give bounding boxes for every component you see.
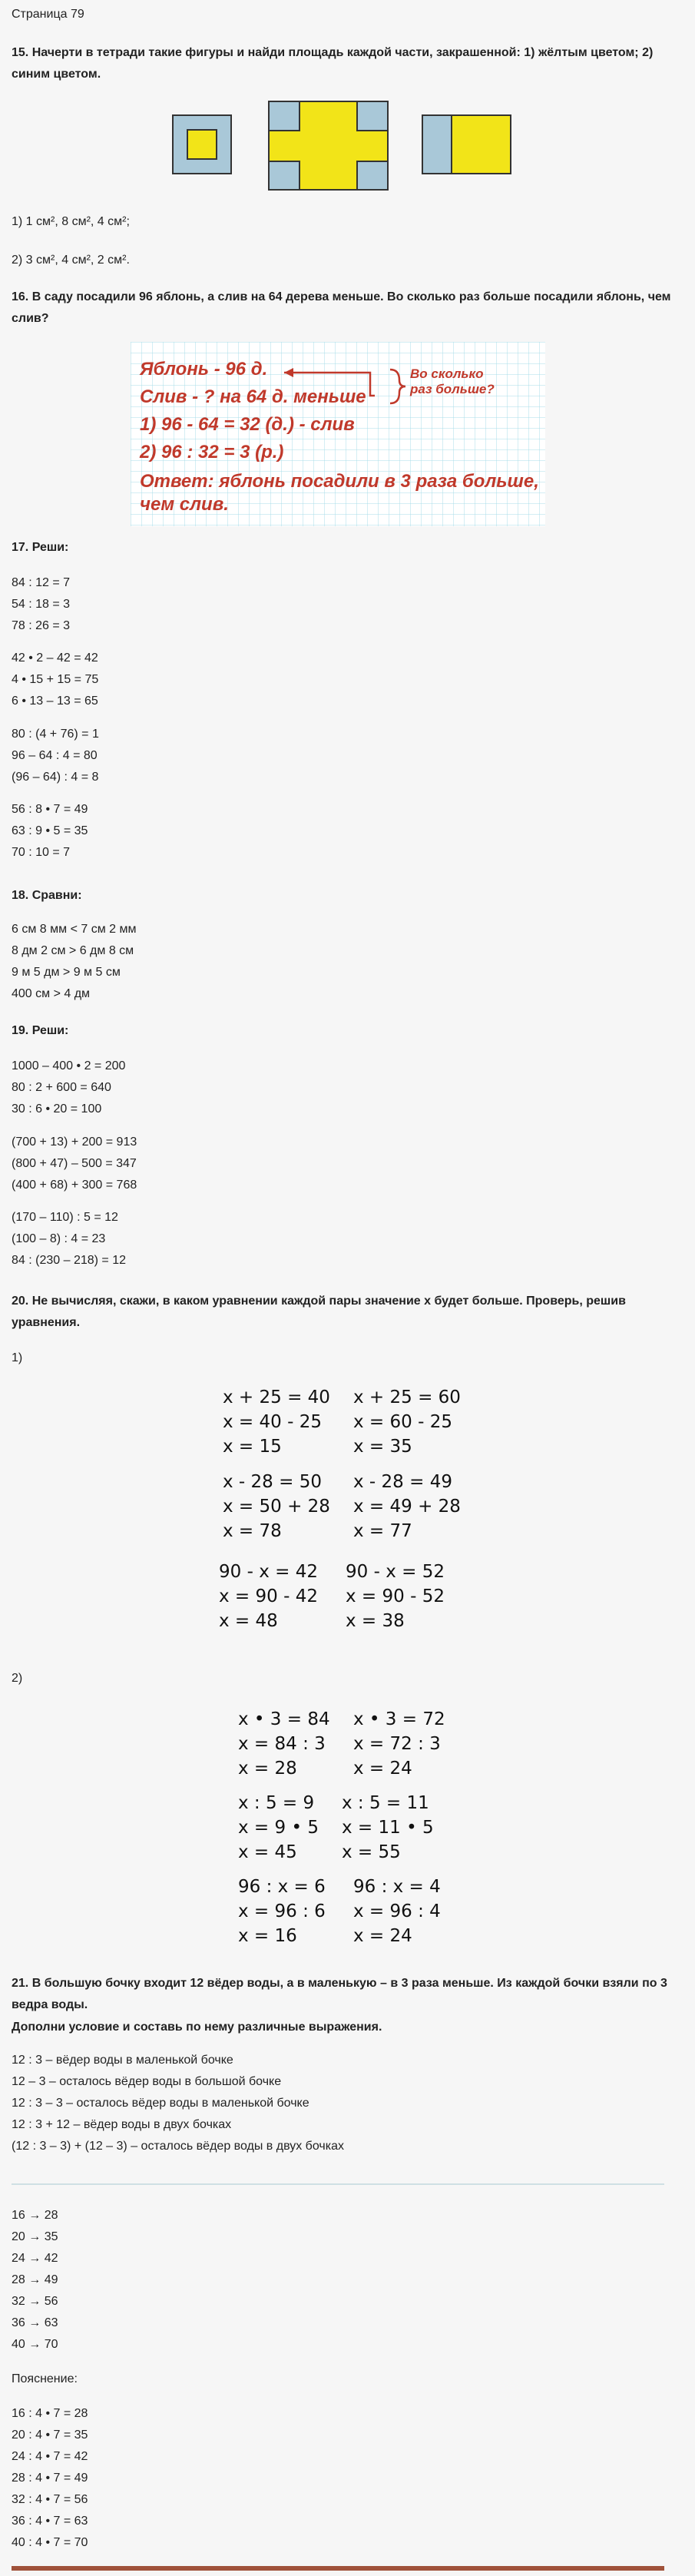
task-15-answer-1: 1) 1 см², 8 см², 4 см²; xyxy=(12,215,130,228)
explanation-line: 28 : 4 • 7 = 49 xyxy=(12,2472,88,2485)
equation-line: x = 45 xyxy=(238,1842,297,1862)
calc-line: 78 : 26 = 3 xyxy=(12,619,71,632)
equation-line: x • 3 = 72 xyxy=(353,1709,445,1729)
calc-line: (800 + 47) – 500 = 347 xyxy=(12,1157,137,1170)
mapping-line: 40 → 70 xyxy=(12,2338,58,2351)
eq-block-5-left xyxy=(238,1791,319,1865)
figure-split-rect xyxy=(422,115,511,174)
footer-bar xyxy=(12,2566,664,2571)
mapping-line: 16 → 28 xyxy=(12,2209,58,2222)
eq-block-3-right xyxy=(346,1560,445,1633)
eq-block-6-left xyxy=(238,1875,326,1948)
task-17-title: 17. Реши: xyxy=(12,541,69,554)
equation-line: x = 49 + 28 xyxy=(353,1497,461,1517)
equation-line: x = 55 xyxy=(342,1842,401,1862)
task-17-group-3 xyxy=(12,724,99,788)
calc-line: 84 : (230 – 218) = 12 xyxy=(12,1254,126,1267)
task-19-group-1 xyxy=(12,1056,125,1120)
note-line-1: Во сколько xyxy=(410,366,484,381)
equation-line: x = 78 xyxy=(223,1521,282,1541)
task-15-answer-2: 2) 3 см², 4 см², 2 см². xyxy=(12,254,130,267)
calc-line: 80 : (4 + 76) = 1 xyxy=(12,728,99,741)
calc-line: 1000 – 400 • 2 = 200 xyxy=(12,1059,126,1073)
task-18-lines xyxy=(12,919,137,1005)
calc-line: 30 : 6 • 20 = 100 xyxy=(12,1102,102,1116)
task-17-group-4 xyxy=(12,799,88,864)
task-20-part-2-label: 2) xyxy=(12,1672,23,1685)
explanation-line: 16 : 4 • 7 = 28 xyxy=(12,2407,88,2420)
compare-line: 9 м 5 дм > 9 м 5 см xyxy=(12,966,121,979)
equation-line: x = 96 : 4 xyxy=(353,1901,441,1921)
explanation-line: 36 : 4 • 7 = 63 xyxy=(12,2515,88,2528)
equation-line: 96 : x = 4 xyxy=(353,1877,441,1897)
solution-line-2: Слив - ? на 64 д. меньше xyxy=(140,386,366,407)
calc-line: 4 • 15 + 15 = 75 xyxy=(12,673,99,686)
equation-line: 96 : x = 6 xyxy=(238,1877,326,1897)
task-22-explanation xyxy=(12,2403,88,2554)
calc-line: (100 – 8) : 4 = 23 xyxy=(12,1232,106,1245)
figure3-blue-rect xyxy=(422,115,452,174)
eq-block-5-right xyxy=(342,1791,434,1865)
equation-line: x = 50 + 28 xyxy=(223,1497,330,1517)
equation-line: x = 16 xyxy=(238,1926,297,1946)
equation-line: x = 38 xyxy=(346,1611,405,1631)
equation-line: x = 96 : 6 xyxy=(238,1901,326,1921)
calc-line: (400 + 68) + 300 = 768 xyxy=(12,1179,137,1192)
calc-line: 70 : 10 = 7 xyxy=(12,846,71,859)
solution-line-1: Яблонь - 96 д. xyxy=(140,359,268,380)
equation-line: x = 28 xyxy=(238,1759,297,1779)
solution-line-4: 2) 96 : 32 = 3 (р.) xyxy=(140,442,284,462)
calc-line: (96 – 64) : 4 = 8 xyxy=(12,771,99,784)
eq-block-1-right xyxy=(353,1385,461,1459)
task-16-notebook xyxy=(131,342,545,526)
mapping-line: 28 → 49 xyxy=(12,2273,58,2286)
figure1-yellow-square xyxy=(187,130,217,159)
task-17-group-1 xyxy=(12,572,70,637)
solution-line-6: чем слив. xyxy=(140,494,229,515)
explanation-line: 24 : 4 • 7 = 42 xyxy=(12,2450,88,2463)
equation-line: x • 3 = 84 xyxy=(238,1709,330,1729)
equation-line: x = 72 : 3 xyxy=(353,1734,441,1754)
equation-line: 90 - x = 42 xyxy=(219,1562,318,1582)
equation-line: x : 5 = 9 xyxy=(238,1793,315,1813)
task-15-text: 15. Начерти в тетради такие фигуры и найди площадь каждой части, закрашенной: 1) жёлтым цветом; 2) синим цветом. xyxy=(12,46,654,81)
equation-line: x = 11 • 5 xyxy=(342,1818,434,1838)
equation-line: x = 35 xyxy=(353,1437,412,1457)
calc-line: 84 : 12 = 7 xyxy=(12,576,71,589)
equation-line: x = 40 - 25 xyxy=(223,1412,322,1432)
mapping-line: 24 → 42 xyxy=(12,2252,58,2265)
task-21-lines xyxy=(12,2050,344,2157)
task-19-title: 19. Реши: xyxy=(12,1024,69,1037)
figure-cross xyxy=(269,101,388,190)
task-16-text: 16. В саду посадили 96 яблонь, а слив на 64 дерева меньше. Во сколько раз больше посадили яблонь, чем слив? xyxy=(12,290,671,325)
eq-block-6-right xyxy=(353,1875,441,1948)
task-21-text-2: Дополни условие и составь по нему различные выражения. xyxy=(12,2021,382,2034)
page-title: Страница 79 xyxy=(12,8,84,21)
compare-line: 8 дм 2 см > 6 дм 8 см xyxy=(12,944,134,957)
expression-line: 12 : 3 – 3 – осталось вёдер воды в маленькой бочке xyxy=(12,2097,309,2110)
compare-line: 400 см > 4 дм xyxy=(12,987,91,1000)
eq-block-4-left xyxy=(238,1707,330,1781)
equation-line: 90 - x = 52 xyxy=(346,1562,445,1582)
divider xyxy=(12,2183,664,2185)
equation-line: x = 15 xyxy=(223,1437,282,1457)
equation-line: x = 84 : 3 xyxy=(238,1734,326,1754)
equation-line: x = 24 xyxy=(353,1759,412,1779)
equation-line: x + 25 = 40 xyxy=(223,1387,330,1407)
equation-line: x = 77 xyxy=(353,1521,412,1541)
equation-line: x = 90 - 52 xyxy=(346,1586,445,1606)
eq-block-4-right xyxy=(353,1707,445,1781)
task-15-figures xyxy=(169,100,515,192)
task-20-part-1-label: 1) xyxy=(12,1351,23,1364)
eq-block-1-left xyxy=(223,1385,330,1459)
calc-line: 6 • 13 – 13 = 65 xyxy=(12,695,98,708)
calc-line: 54 : 18 = 3 xyxy=(12,598,71,611)
equation-line: x = 9 • 5 xyxy=(238,1818,319,1838)
note-line-2: раз больше? xyxy=(410,382,495,396)
calc-line: 63 : 9 • 5 = 35 xyxy=(12,824,88,837)
equation-line: x = 90 - 42 xyxy=(219,1586,318,1606)
expression-line: 12 : 3 – вёдер воды в маленькой бочке xyxy=(12,2054,233,2067)
explanation-line: 32 : 4 • 7 = 56 xyxy=(12,2493,88,2506)
mapping-line: 36 → 63 xyxy=(12,2316,58,2329)
task-19-group-2 xyxy=(12,1132,137,1196)
equation-line: x = 60 - 25 xyxy=(353,1412,452,1432)
expression-line: (12 : 3 – 3) + (12 – 3) – осталось вёдер воды в двух бочках xyxy=(12,2140,344,2153)
task-19-group-3 xyxy=(12,1207,126,1271)
explanation-title: Пояснение: xyxy=(12,2372,78,2385)
equation-line: x - 28 = 49 xyxy=(353,1472,452,1492)
equation-line: x + 25 = 60 xyxy=(353,1387,461,1407)
task-22-mapping xyxy=(12,2205,58,2356)
calc-line: 42 • 2 – 42 = 42 xyxy=(12,651,98,665)
explanation-line: 40 : 4 • 7 = 70 xyxy=(12,2536,88,2549)
task-18-title: 18. Сравни: xyxy=(12,889,82,902)
equation-line: x : 5 = 11 xyxy=(342,1793,429,1813)
solution-line-5: Ответ: яблонь посадили в 3 раза больше, xyxy=(140,471,539,492)
calc-line: 80 : 2 + 600 = 640 xyxy=(12,1081,111,1094)
calc-line: 56 : 8 • 7 = 49 xyxy=(12,803,88,816)
task-17-group-2 xyxy=(12,648,98,712)
equation-line: x = 48 xyxy=(219,1611,278,1631)
explanation-line: 20 : 4 • 7 = 35 xyxy=(12,2428,88,2442)
task-20-text: 20. Не вычисляя, скажи, в каком уравнении каждой пары значение х будет больше. Проверь, решив уравнения. xyxy=(12,1295,626,1329)
figure-square-in-square xyxy=(173,115,231,174)
mapping-line: 20 → 35 xyxy=(12,2230,58,2243)
equation-line: x - 28 = 50 xyxy=(223,1472,322,1492)
calc-line: (170 – 110) : 5 = 12 xyxy=(12,1211,118,1224)
eq-block-2-left xyxy=(223,1470,330,1543)
compare-line: 6 см 8 мм < 7 см 2 мм xyxy=(12,923,137,936)
eq-block-2-right xyxy=(353,1470,461,1543)
expression-line: 12 – 3 – осталось вёдер воды в большой бочке xyxy=(12,2075,282,2088)
mapping-line: 32 → 56 xyxy=(12,2295,58,2308)
task-21-text: 21. В большую бочку входит 12 вёдер воды, а в маленькую – в 3 раза меньше. Из каждой бочки взяли по 3 ведра воды. xyxy=(12,1977,667,2011)
eq-block-3-left xyxy=(219,1560,318,1633)
equation-line: x = 24 xyxy=(353,1926,412,1946)
expression-line: 12 : 3 + 12 – вёдер воды в двух бочках xyxy=(12,2118,232,2131)
solution-line-3: 1) 96 - 64 = 32 (д.) - слив xyxy=(140,414,355,435)
calc-line: 96 – 64 : 4 = 80 xyxy=(12,749,98,762)
calc-line: (700 + 13) + 200 = 913 xyxy=(12,1135,137,1149)
